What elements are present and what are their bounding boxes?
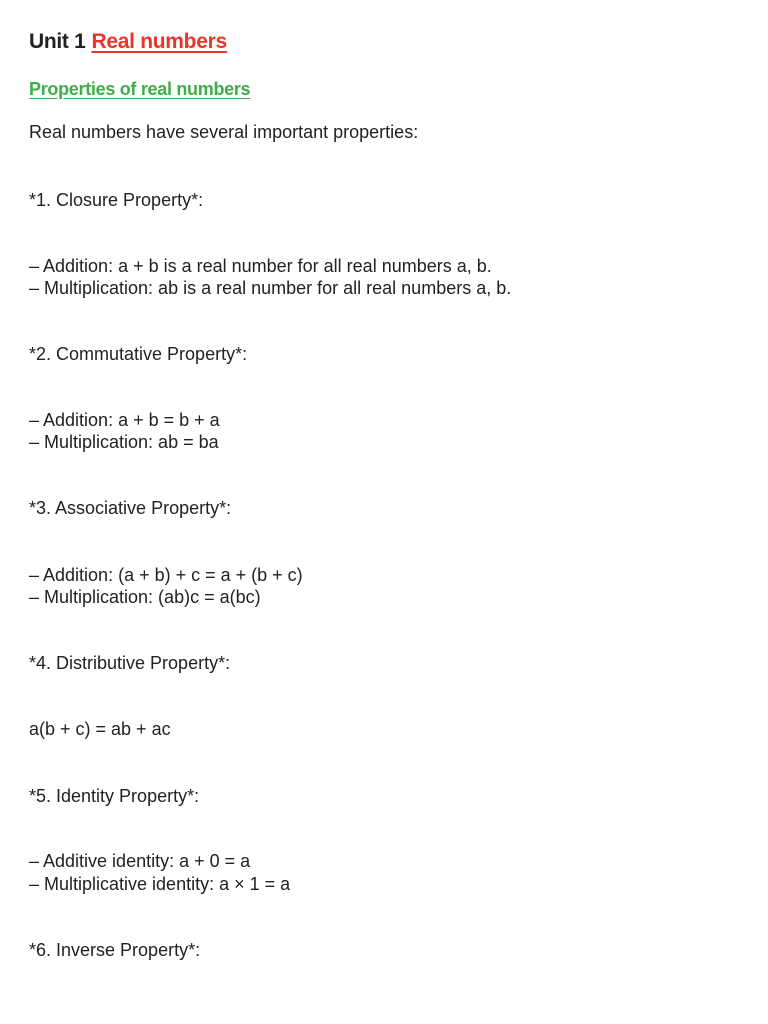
property-line: – Additive identity: a + 0 = a xyxy=(29,851,251,871)
section-subtitle: Properties of real numbers xyxy=(29,79,251,99)
property-line: – Multiplication: ab = ba xyxy=(29,432,219,452)
property-line: – Addition: (a + b) + c = a + (b + c) xyxy=(29,565,303,585)
unit-title xyxy=(29,30,227,54)
property-heading-closure: *1. Closure Property*: xyxy=(29,190,204,210)
topic-label: Real numbers xyxy=(91,30,227,53)
property-line: – Addition: a + b = b + a xyxy=(29,410,220,430)
property-heading-associative: *3. Associative Property*: xyxy=(29,498,232,518)
property-line: a(b + c) = ab + ac xyxy=(29,719,171,739)
property-heading-inverse: *6. Inverse Property*: xyxy=(29,940,201,960)
property-line: – Multiplication: ab is a real number for all real numbers a, b. xyxy=(29,278,512,298)
property-line: – Multiplication: (ab)c = a(bc) xyxy=(29,587,261,607)
property-line: – Multiplicative identity: a × 1 = a xyxy=(29,874,291,894)
intro-text: Real numbers have several important properties: xyxy=(29,122,419,142)
property-heading-distributive: *4. Distributive Property*: xyxy=(29,653,231,673)
property-heading-commutative: *2. Commutative Property*: xyxy=(29,344,248,364)
unit-label: Unit 1 xyxy=(29,30,86,53)
property-heading-identity: *5. Identity Property*: xyxy=(29,786,200,806)
property-line: – Addition: a + b is a real number for all real numbers a, b. xyxy=(29,256,492,276)
